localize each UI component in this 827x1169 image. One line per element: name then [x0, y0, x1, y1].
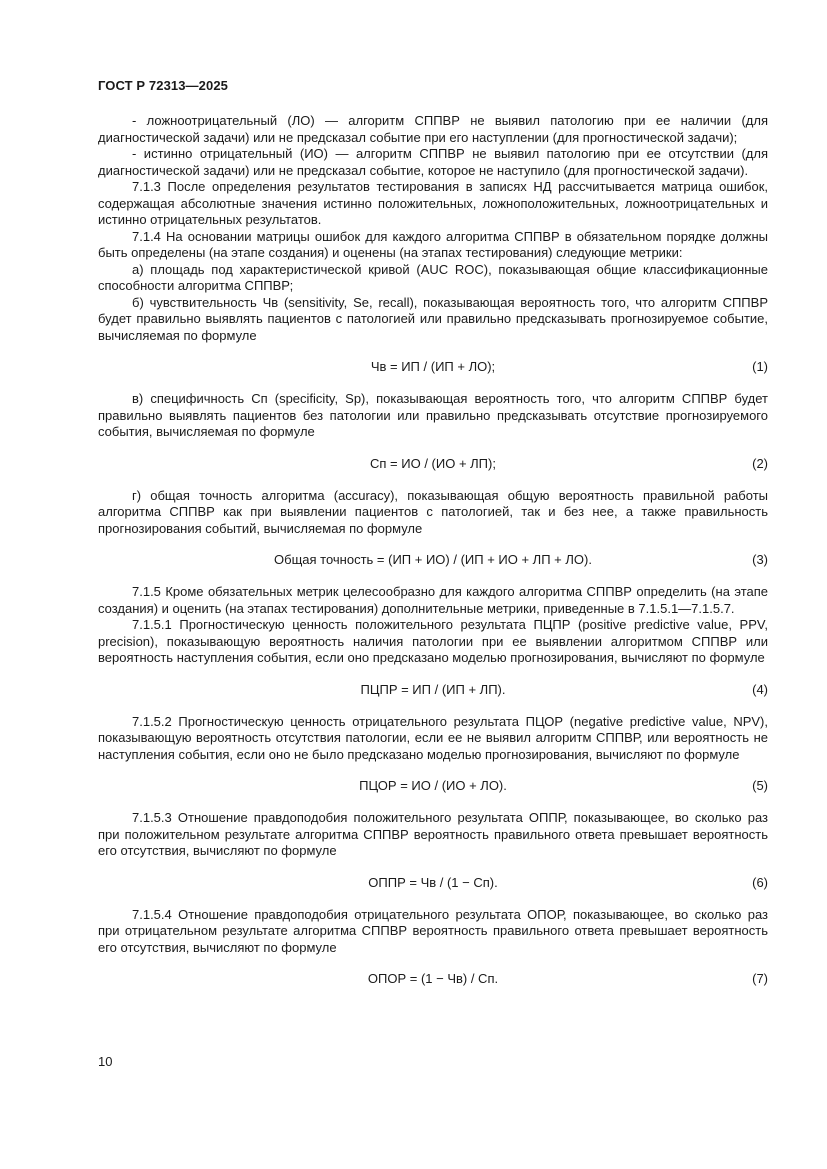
formula: [98, 874, 768, 891]
paragraph: - ложноотрицательный (ЛО) — алгоритм СППВР не выявил патологию при ее наличии (для диагностической задачи) или не предсказал событие при его наступлении (для прогностической задачи);: [98, 113, 768, 145]
formula-number: (4): [752, 681, 768, 697]
paragraph: г) общая точность алгоритма (accuracy), показывающая общую вероятность правильной работы алгоритма СППВР как при выявлении пациентов с патологией, так и без нее, а также правильность прогнозирования событий, вычисляемая по формуле: [98, 487, 768, 536]
formula: [98, 970, 768, 987]
paragraph: - истинно отрицательный (ИО) — алгоритм СППВР не выявил патологию при ее отсутствии (для диагностической задачи) или не предсказал событие, которое не наступило (для прогностической задачи).: [98, 146, 768, 178]
formula: [98, 455, 768, 472]
formula-text: ОПОР = (1 − Чв) / Сп.: [367, 971, 499, 986]
paragraph: б) чувствительность Чв (sensitivity, Se, recall), показывающая вероятность того, что алгоритм СППВР будет правильно выявлять пациентов с патологией или правильно предсказывать прогнозируемое событие, вычисляемая по формуле: [98, 294, 768, 343]
formula-text: Сп = ИО / (ИО + ЛП);: [370, 455, 496, 471]
formula-text: Чв = ИП / (ИП + ЛО);: [370, 359, 496, 374]
paragraph: 7.1.4 На основании матрицы ошибок для каждого алгоритма СППВР в обязательном порядке должны быть определены (на этапе создания) и оценены (на этапах тестирования) следующие метрики:: [98, 228, 768, 260]
page-number: 10: [98, 1054, 113, 1069]
formula-number: (1): [752, 359, 768, 374]
formula-number: (5): [752, 778, 768, 793]
paragraph: 7.1.5 Кроме обязательных метрик целесообразно для каждого алгоритма СППВР определить (на этапе создания) и оценить (на этапах тестирования) дополнительные метрики, приведенные в 7.1.5.1—7.1.5.7.: [98, 584, 768, 616]
formula-text: ОППР = Чв / (1 − Сп).: [368, 874, 498, 890]
formula-number: (3): [752, 552, 768, 567]
paragraph: 7.1.5.1 Прогностическую ценность положительного результата ПЦПР (positive predictive value, PPV, precision), показывающую вероятность наличия патологии при ее выявлении алгоритмом СППВР или вероятность наступления события, если оно предсказано моделью прогнозирования, вычисляют по формуле: [98, 617, 768, 665]
paragraph: в) специфичность Сп (specificity, Sp), показывающая вероятность того, что алгоритм СППВР будет правильно выявлять пациентов без патологии или правильно предсказывать отсутствие прогнозируемого события, вычисляемая по формуле: [98, 391, 768, 439]
formula-text: Общая точность = (ИП + ИО) / (ИП + ИО + ЛП + ЛО).: [274, 552, 592, 567]
formula: [98, 551, 768, 568]
formula-text: ПЦОР = ИО / (ИО + ЛО).: [359, 778, 507, 793]
paragraph: а) площадь под характеристической кривой (AUC ROC), показывающая общие классификационные способности алгоритма СППВР;: [98, 261, 768, 293]
formula-number: (6): [752, 874, 768, 890]
document-body: [98, 113, 768, 1003]
formula: [98, 358, 768, 375]
formula: [98, 681, 768, 698]
formula-text: ПЦПР = ИП / (ИП + ЛП).: [360, 681, 506, 697]
formula-number: (2): [752, 455, 768, 471]
document-header: ГОСТ Р 72313—2025: [98, 78, 228, 93]
formula-number: (7): [752, 971, 768, 986]
formula: [98, 777, 768, 794]
paragraph: 7.1.5.2 Прогностическую ценность отрицательного результата ПЦОР (negative predictive value, NPV), показывающую вероятность отсутствия патологии, если ее не выявил алгоритм СППВР, или вероятность не наступления события, если оно не было предсказано моделью прогнозирования, вычисляют по формуле: [98, 713, 768, 762]
paragraph: 7.1.5.4 Отношение правдоподобия отрицательного результата ОПОР, показывающее, во сколько раз при отрицательном результате алгоритма СППВР вероятность правильного ответа превышает вероятность его отсутствия, вычисляют по формуле: [98, 906, 768, 955]
paragraph: 7.1.3 После определения результатов тестирования в записях НД рассчитывается матрица ошибок, содержащая абсолютные значения истинно положительных, ложноположительных, ложноотрицательных и истинно отрицательных результатов.: [98, 179, 768, 227]
paragraph: 7.1.5.3 Отношение правдоподобия положительного результата ОППР, показывающее, во сколько раз при положительном результате алгоритма СППВР вероятность правильного ответа превышает вероятность его отсутствия, вычисляют по формуле: [98, 810, 768, 858]
